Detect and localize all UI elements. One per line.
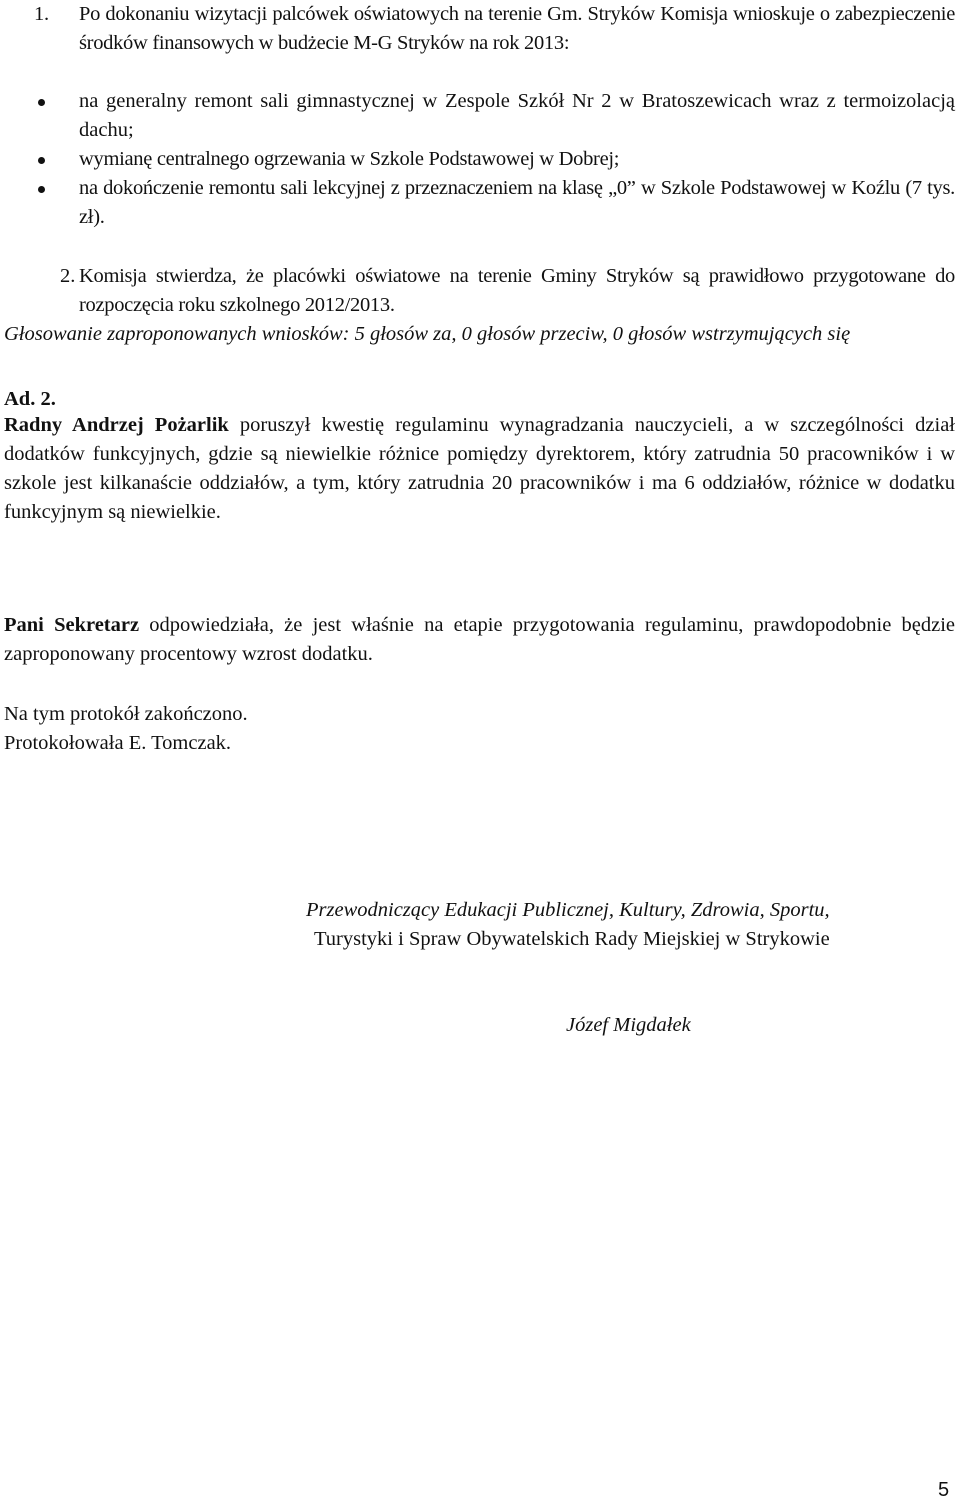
ad-heading: Ad. 2. (4, 388, 56, 410)
section-1-text: Po dokonaniu wizytacji palcówek oświatowych na terenie Gm. Stryków Komisja wnioskuje o zabezpieczenie środków finansowych w budżecie M-G Stryków na rok 2013: (79, 3, 955, 54)
closing-line: Na tym protokół zakończono. (4, 703, 248, 725)
speaker-name: Radny Andrzej Pożarlik (4, 414, 229, 436)
recorder-line: Protokołowała E. Tomczak. (4, 732, 232, 754)
paragraph-sekretarz (4, 611, 955, 669)
vote-summary: Głosowanie zaproponowanych wniosków: 5 głosów za, 0 głosów przeciw, 0 głosów wstrzymujących się (4, 323, 851, 345)
bullet-item-3: na dokończenie remontu sali lekcyjnej z przeznaczeniem na klasę „0” w Szkole Podstawowej w Koźlu (7 tys. zł). (79, 177, 955, 228)
speaker-name: Pani Sekretarz (4, 614, 140, 636)
bullet-icon (38, 157, 45, 164)
paragraph-text: odpowiedziała, że jest właśnie na etapie przygotowania regulaminu, prawdopodobnie będzie zaproponowany procentowy wzrost dodatku. (4, 614, 956, 665)
section-2-number: 2. (60, 265, 76, 287)
bullet-icon (38, 99, 45, 106)
section-1-number: 1. (34, 3, 49, 25)
page-number: 5 (938, 1479, 950, 1501)
signature-name: Józef Migdałek (566, 1014, 691, 1036)
bullet-item-2: wymianę centralnego ogrzewania w Szkole Podstawowej w Dobrej; (79, 148, 620, 170)
section-2-text: Komisja stwierdza, że placówki oświatowe na terenie Gminy Stryków są prawidłowo przygotowane do rozpoczęcia roku szkolnego 2012/2013. (79, 265, 955, 316)
bullet-item-1: na generalny remont sali gimnastycznej w Zespole Szkół Nr 2 w Bratoszewicach wraz z termoizolacją dachu; (79, 90, 955, 141)
paragraph-text: poruszył kwestię regulaminu wynagradzania nauczycieli, a w szczególności dział dodatków funkcyjnych, gdzie są niewielkie różnice pomiędzy dyrektorem, który zatrudnia 50 pracowników i w szkole jest kilkanaście oddziałów, a tym, który zatrudnia 20 pracowników i ma 6 oddziałów, różnice w dodatku funkcyjnym są niewielkie. (4, 414, 955, 523)
signature-title-line-2: Turystyki i Spraw Obywatelskich Rady Miejskiej w Strykowie (314, 928, 830, 950)
signature-title-line-1: Przewodniczący Edukacji Publicznej, Kultury, Zdrowia, Sportu, (306, 899, 830, 921)
paragraph-pozarlik (4, 411, 955, 527)
bullet-icon (38, 186, 45, 193)
